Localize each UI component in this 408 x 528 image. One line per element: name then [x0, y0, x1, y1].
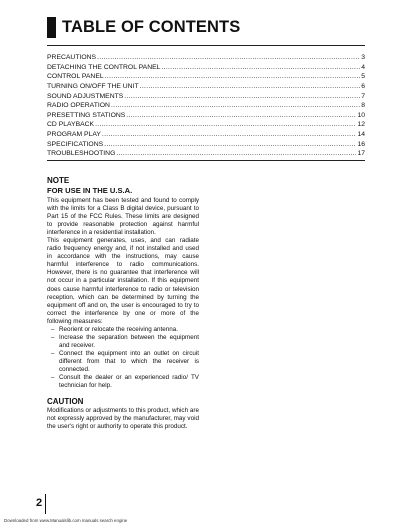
measure-text: Connect the equipment into an outlet on circuit different from that to which the receiver is connected.: [59, 349, 199, 373]
toc-leader-dots: [124, 92, 360, 102]
toc-leader-dots: [111, 101, 360, 111]
toc-entry-page: 5: [361, 73, 365, 81]
toc-entry-page: 4: [361, 63, 365, 71]
page-title: TABLE OF CONTENTS: [62, 18, 241, 36]
toc-entry-page: 14: [357, 131, 365, 139]
page-number-rule: [45, 494, 46, 514]
table-of-contents: [47, 53, 365, 159]
measures-list: [47, 326, 199, 390]
toc-entry-page: 3: [361, 54, 365, 61]
toc-leader-dots: [161, 63, 360, 73]
toc-leader-dots: [104, 140, 356, 150]
toc-entry-label: PRESETTING STATIONS: [47, 111, 126, 119]
toc-entry-label: PRECAUTIONS: [47, 54, 97, 61]
toc-entry-page: 17: [357, 150, 365, 158]
list-item: [47, 326, 199, 334]
toc-entry: [47, 111, 365, 121]
toc-entry-label: PROGRAM PLAY: [47, 131, 101, 139]
toc-entry-page: 12: [357, 121, 365, 129]
dash-bullet: –: [51, 333, 55, 341]
toc-entry-label: TROUBLESHOOTING: [47, 150, 116, 158]
toc-entry-page: 10: [357, 111, 365, 119]
toc-entry: [47, 63, 365, 73]
measure-text: Increase the separation between the equipment and receiver.: [59, 333, 199, 349]
dash-bullet: –: [51, 374, 55, 382]
toc-entry: [47, 130, 365, 140]
toc-entry: [47, 53, 365, 63]
dash-bullet: –: [51, 325, 55, 333]
toc-leader-dots: [97, 53, 360, 63]
note-paragraph-2: This equipment generates, uses, and can radiate radio frequency energy and, if not installed and used in accordance with the instructions, may cause harmful interference to radio communications. However, there is no guarantee that interference will not occur in a particular installation. If this equipment does cause harmful interference to radio or television reception, which can be determined by turning the equipment off and on, the user is encouraged to try to correct the interference by one or more of the following measures:: [47, 237, 199, 325]
toc-leader-dots: [140, 82, 361, 92]
note-subheading: FOR USE IN THE U.S.A.: [47, 186, 133, 195]
toc-entry-page: 8: [361, 102, 365, 110]
toc-entry-page: 16: [357, 140, 365, 148]
list-item: [47, 374, 199, 390]
toc-entry: [47, 149, 365, 159]
toc-entry-page: 6: [361, 82, 365, 90]
toc-entry-label: CONTROL PANEL: [47, 73, 104, 81]
toc-entry: [47, 82, 365, 92]
dash-bullet: –: [51, 349, 55, 357]
list-item: [47, 334, 199, 350]
toc-leader-dots: [126, 111, 356, 121]
toc-entry-label: TURNING ON/OFF THE UNIT: [47, 82, 139, 90]
toc-entry: [47, 72, 365, 82]
caution-heading: CAUTION: [47, 397, 84, 407]
measure-text: Consult the dealer or an experienced radio/ TV technician for help.: [59, 374, 199, 390]
toc-entry: [47, 92, 365, 102]
list-item: [47, 350, 199, 374]
toc-bottom-rule: [47, 160, 365, 161]
title-rule: [47, 45, 365, 46]
title-marker: [47, 17, 56, 38]
toc-leader-dots: [116, 149, 356, 159]
measure-text: Reorient or relocate the receiving antenna.: [59, 325, 179, 333]
title-block: [47, 17, 240, 38]
note-paragraph-1: This equipment has been tested and found to comply with the limits for a Class B digital device, pursuant to Part 15 of the FCC Rules. These limits are designed to provide reasonable protection against harmful interference in a residential installation.: [47, 197, 199, 237]
toc-entry-label: SOUND ADJUSTMENTS: [47, 92, 124, 100]
fcc-note-column: [47, 176, 199, 431]
toc-entry: [47, 101, 365, 111]
toc-entry-label: DETACHING THE CONTROL PANEL: [47, 63, 161, 71]
page-number: 2: [36, 497, 43, 509]
download-footer: Downloaded from www.Manualslib.com manuals search engine: [4, 518, 128, 523]
toc-leader-dots: [95, 120, 356, 130]
toc-entry-label: CD PLAYBACK: [47, 121, 95, 129]
toc-entry: [47, 140, 365, 150]
toc-entry-page: 7: [361, 92, 365, 100]
toc-leader-dots: [102, 130, 357, 140]
toc-entry: [47, 120, 365, 130]
toc-entry-label: SPECIFICATIONS: [47, 140, 104, 148]
toc-entry-label: RADIO OPERATION: [47, 102, 110, 110]
caution-text: Modifications or adjustments to this product, which are not expressly approved by the manufacturer, may void the user's right or authority to operate this product.: [47, 407, 199, 431]
note-body: [47, 197, 199, 326]
note-heading: NOTE: [47, 176, 70, 185]
toc-leader-dots: [105, 72, 361, 82]
